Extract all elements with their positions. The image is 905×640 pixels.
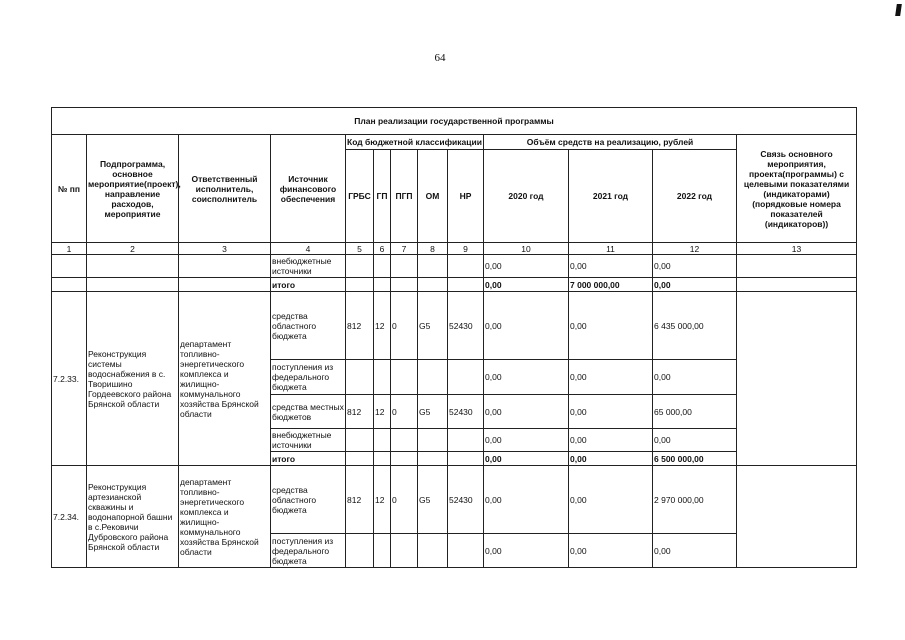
item-number: 7.2.33. (52, 292, 87, 466)
grbs-cell (346, 534, 374, 568)
np-cell (448, 429, 484, 452)
header-source: Источник финансового обеспечения (271, 135, 346, 243)
pgp-cell (391, 534, 418, 568)
value-2021: 0,00 (569, 292, 653, 360)
value-2022: 0,00 (653, 429, 737, 452)
np-cell: 52430 (448, 466, 484, 534)
header-2022: 2022 год (653, 150, 737, 243)
value-2022: 0,00 (653, 278, 737, 292)
gp-cell (374, 452, 391, 466)
value-2020: 0,00 (484, 395, 569, 429)
np-cell (448, 360, 484, 395)
value-2022: 0,00 (653, 534, 737, 568)
gp-cell: 12 (374, 466, 391, 534)
header-gp: ГП (374, 150, 391, 243)
page-number: 64 (434, 52, 446, 64)
column-number: 4 (271, 243, 346, 255)
header-2021: 2021 год (569, 150, 653, 243)
grbs-cell: 812 (346, 292, 374, 360)
pgp-cell (391, 429, 418, 452)
table-row (52, 292, 857, 360)
column-number: 10 (484, 243, 569, 255)
pgp-cell: 0 (391, 395, 418, 429)
value-2022: 6 500 000,00 (653, 452, 737, 466)
pgp-cell: 0 (391, 466, 418, 534)
column-number: 3 (179, 243, 271, 255)
np-cell (448, 534, 484, 568)
np-cell: 52430 (448, 292, 484, 360)
value-2020: 0,00 (484, 360, 569, 395)
grbs-cell (346, 429, 374, 452)
program-plan-table (51, 107, 857, 568)
column-number-row (52, 243, 857, 255)
om-cell (418, 360, 448, 395)
scan-corner-mark (895, 4, 902, 16)
header-grbs: ГРБС (346, 150, 374, 243)
grbs-cell (346, 360, 374, 395)
item-number: 7.2.34. (52, 466, 87, 568)
value-2022: 0,00 (653, 255, 737, 278)
om-cell: G5 (418, 395, 448, 429)
header-budget-code: Код бюджетной классификации (346, 135, 484, 150)
om-cell: G5 (418, 466, 448, 534)
header-np: НР (448, 150, 484, 243)
value-2022: 6 435 000,00 (653, 292, 737, 360)
np-cell (448, 452, 484, 466)
om-cell: G5 (418, 292, 448, 360)
column-number: 2 (87, 243, 179, 255)
value-2021: 0,00 (569, 452, 653, 466)
item-name: Реконструкция системы водоснабжения в с. Творишино Гордеевского района Брянской области (87, 292, 179, 466)
header-2020: 2020 год (484, 150, 569, 243)
gp-cell (374, 429, 391, 452)
value-2020: 0,00 (484, 278, 569, 292)
grbs-cell: 812 (346, 395, 374, 429)
value-2021: 0,00 (569, 255, 653, 278)
value-2020: 0,00 (484, 466, 569, 534)
np-cell: 52430 (448, 395, 484, 429)
header-responsible: Ответственный исполнитель, соисполнитель (179, 135, 271, 243)
item-name: Реконструкция артезианской скважины и водонапорной башни в с.Рековичи Дубровского района Брянской области (87, 466, 179, 568)
source-cell: внебюджетные источники (271, 255, 346, 278)
header-om: ОМ (418, 150, 448, 243)
source-cell: итого (271, 278, 346, 292)
om-cell (418, 534, 448, 568)
gp-cell (374, 534, 391, 568)
column-number: 8 (418, 243, 448, 255)
value-2020: 0,00 (484, 534, 569, 568)
value-2020: 0,00 (484, 292, 569, 360)
value-2021: 0,00 (569, 360, 653, 395)
header-pgp: ПГП (391, 150, 418, 243)
item-responsible: департамент топливно-энергетического комплекса и жилищно-коммунального хозяйства Брянской области (179, 466, 271, 568)
header-num: № пп (52, 135, 87, 243)
value-2020: 0,00 (484, 429, 569, 452)
value-2022: 0,00 (653, 360, 737, 395)
source-cell: итого (271, 452, 346, 466)
column-number: 1 (52, 243, 87, 255)
gp-cell (374, 360, 391, 395)
indicator-link-cell (737, 466, 857, 568)
table-title: План реализации государственной программы (52, 108, 857, 135)
header-funds: Объём средств на реализацию, рублей (484, 135, 737, 150)
header-link: Связь основного мероприятия, проекта(программы) с целевыми показателями (индикаторами) (порядковые номера показателей (индикаторов)) (737, 135, 857, 243)
column-number: 5 (346, 243, 374, 255)
source-cell: средства областного бюджета (271, 292, 346, 360)
grbs-cell (346, 452, 374, 466)
value-2021: 0,00 (569, 466, 653, 534)
source-cell: средства местных бюджетов (271, 395, 346, 429)
pgp-cell (391, 360, 418, 395)
item-responsible: департамент топливно-энергетического комплекса и жилищно-коммунального хозяйства Брянской области (179, 292, 271, 466)
value-2020: 0,00 (484, 255, 569, 278)
value-2021: 0,00 (569, 395, 653, 429)
grbs-cell: 812 (346, 466, 374, 534)
column-number: 13 (737, 243, 857, 255)
gp-cell: 12 (374, 395, 391, 429)
value-2021: 0,00 (569, 534, 653, 568)
header-subprogram: Подпрограмма, основное мероприятие(проект), направление расходов, мероприятие (87, 135, 179, 243)
value-2022: 65 000,00 (653, 395, 737, 429)
pgp-cell (391, 452, 418, 466)
pgp-cell: 0 (391, 292, 418, 360)
column-number: 6 (374, 243, 391, 255)
source-cell: внебюджетные источники (271, 429, 346, 452)
table-row (52, 255, 857, 278)
om-cell (418, 452, 448, 466)
source-cell: средства областного бюджета (271, 466, 346, 534)
table-row (52, 466, 857, 534)
column-number: 9 (448, 243, 484, 255)
column-number: 11 (569, 243, 653, 255)
source-cell: поступления из федерального бюджета (271, 360, 346, 395)
value-2021: 0,00 (569, 429, 653, 452)
indicator-link-cell (737, 292, 857, 466)
value-2022: 2 970 000,00 (653, 466, 737, 534)
table-row-total (52, 278, 857, 292)
column-number: 12 (653, 243, 737, 255)
value-2021: 7 000 000,00 (569, 278, 653, 292)
column-number: 7 (391, 243, 418, 255)
source-cell: поступления из федерального бюджета (271, 534, 346, 568)
om-cell (418, 429, 448, 452)
gp-cell: 12 (374, 292, 391, 360)
value-2020: 0,00 (484, 452, 569, 466)
